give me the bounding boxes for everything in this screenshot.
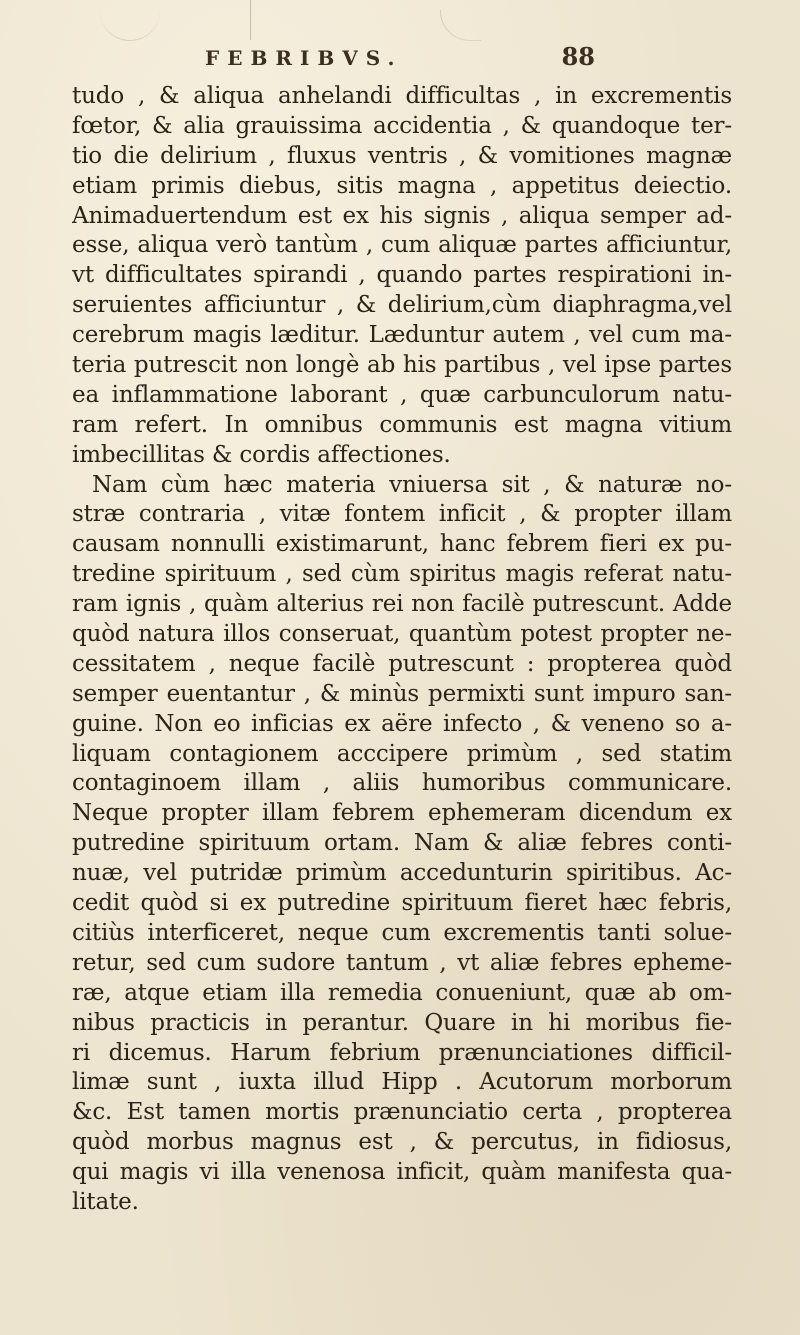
- body-text: [72, 82, 732, 1218]
- text-line: retur, sed cum sudore tantum , vt aliæ febres epheme-: [72, 949, 732, 976]
- text-line: litate.: [72, 1188, 139, 1215]
- text-line: ræ, atque etiam illa remedia conueniunt, quæ ab om-: [72, 979, 732, 1006]
- running-title: FEBRIBVS.: [205, 46, 403, 70]
- text-line: citiùs interficeret, neque cum excrementis tanti solue-: [72, 919, 732, 946]
- text-line: vt difficultates spirandi , quando partes respirationi in-: [72, 262, 732, 289]
- text-line: nibus practicis in perantur. Quare in hi moribus fie-: [72, 1009, 732, 1036]
- text-line: cessitatem , neque facilè putrescunt : propterea quòd: [72, 650, 732, 677]
- text-line: qui magis vi illa venenosa inficit, quàm manifesta qua-: [72, 1159, 732, 1186]
- text-line: contaginoem illam , aliis humoribus communicare.: [72, 770, 732, 797]
- text-line: seruientes afficiuntur , & delirium,cùm diaphragma,vel: [72, 292, 732, 319]
- text-line: ri dicemus. Harum febrium prænunciationes difficil-: [72, 1039, 732, 1066]
- text-line: stræ contraria , vitæ fontem inficit , & propter illam: [72, 501, 732, 528]
- text-line: guine. Non eo inficias ex aëre infecto , & veneno so a-: [72, 710, 732, 737]
- text-line: Animaduertendum est ex his signis , aliqua semper ad-: [72, 202, 732, 229]
- text-line: esse, aliqua verò tantùm , cum aliquæ partes afficiuntur,: [72, 232, 732, 259]
- text-line: ram refert. In omnibus communis est magna vitium: [72, 411, 732, 438]
- text-line: liquam contagionem acccipere primùm , sed statim: [72, 740, 732, 767]
- text-line: fœtor, & alia grauissima accidentia , & quandoque ter-: [72, 112, 732, 139]
- text-line: ram ignis , quàm alterius rei non facilè putrescunt. Adde: [72, 591, 732, 618]
- text-line: semper euentantur , & minùs permixti sunt impuro san-: [72, 680, 732, 707]
- text-line: &c. Est tamen mortis prænunciatio certa , propterea: [72, 1099, 732, 1126]
- text-line: teria putrescit non longè ab his partibus , vel ipse partes: [72, 352, 732, 379]
- text-line: Neque propter illam febrem ephemeram dicendum ex: [72, 800, 732, 827]
- text-line: quòd natura illos conseruat, quantùm potest propter ne-: [72, 621, 732, 648]
- running-head: [0, 34, 800, 71]
- text-line: causam nonnulli existimarunt, hanc febrem fieri ex pu-: [72, 531, 732, 558]
- text-line: tredine spirituum , sed cùm spiritus magis referat natu-: [72, 561, 732, 588]
- text-line: cedit quòd si ex putredine spirituum fieret hæc febris,: [72, 890, 732, 917]
- text-line: tudo , & aliqua anhelandi difficultas , in excrementis: [72, 83, 732, 109]
- text-line: tio die delirium , fluxus ventris , & vomitiones magnæ: [72, 142, 732, 169]
- text-line: quòd morbus magnus est , & percutus, in fidiosus,: [72, 1129, 732, 1156]
- text-line: cerebrum magis læditur. Læduntur autem , vel cum ma-: [72, 322, 732, 349]
- text-line: putredine spirituum ortam. Nam & aliæ febres conti-: [72, 830, 732, 857]
- text-line: etiam primis diebus, sitis magna , appetitus deiectio.: [72, 172, 732, 199]
- page-number: 88: [561, 42, 595, 71]
- text-line: imbecillitas & cordis affectiones.: [72, 441, 451, 468]
- text-line: Nam cùm hæc materia vniuersa sit , & naturæ no-: [92, 471, 732, 498]
- text-line: limæ sunt , iuxta illud Hipp . Acutorum morborum: [72, 1069, 732, 1096]
- text-line: nuæ, vel putridæ primùm accedunturin spiritibus. Ac-: [72, 860, 732, 887]
- text-line: ea inflammatione laborant , quæ carbunculorum natu-: [72, 381, 732, 408]
